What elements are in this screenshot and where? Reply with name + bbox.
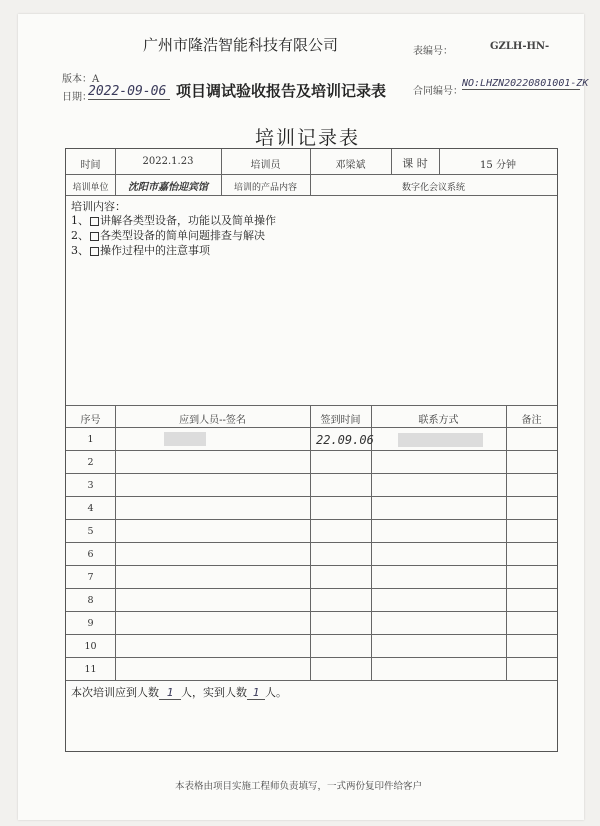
row-number: 10	[84, 641, 97, 652]
expected-count: 1	[159, 686, 181, 700]
col-no-header: 序号	[80, 415, 101, 426]
time-label: 时间	[80, 160, 101, 171]
actual-count: 1	[247, 686, 265, 700]
checkbox-icon	[90, 217, 99, 226]
time-value: 2022.1.23	[142, 156, 194, 167]
footer-note: 本表格由项目实施工程师负责填写，一式两份复印件给客户	[175, 781, 423, 792]
record-title: 培训记录表	[255, 127, 361, 149]
col-note-header: 备注	[521, 415, 542, 426]
date-label: 日期：	[62, 92, 92, 103]
form-number-label: 表编号：	[413, 46, 453, 57]
hours-value: 15 分钟	[480, 160, 516, 171]
row-number: 6	[87, 549, 94, 560]
document-title: 项目调试验收报告及培训记录表	[176, 82, 387, 100]
contract-number-value: NO:LHZN20220801001-ZK	[462, 78, 589, 89]
trainer-label: 培训员	[250, 160, 281, 171]
product-value: 数字化会议系统	[401, 183, 465, 193]
unit-value: 沈阳市嘉怡迎宾馆	[128, 182, 208, 193]
content-item-text: 操作过程中的注意事项	[100, 244, 210, 257]
row-number: 8	[87, 595, 94, 606]
content-item-number: 1、	[71, 214, 89, 227]
row-number: 5	[87, 526, 94, 537]
company-name: 广州市隆浩智能科技有限公司	[143, 36, 339, 54]
col-time-header: 签到时间	[320, 415, 361, 426]
version-label: 版本：A	[62, 74, 100, 85]
redacted-contact	[398, 433, 483, 447]
content-item-number: 3、	[71, 244, 89, 257]
attendance-summary	[71, 684, 287, 700]
product-label: 培训的产品内容	[233, 183, 297, 193]
date-value: 2022-09-06	[88, 84, 170, 100]
row-number: 1	[87, 434, 94, 445]
col-contact-header: 联系方式	[418, 415, 459, 426]
row-number: 2	[87, 457, 94, 468]
form-number-value: GZLH-HN-	[490, 41, 550, 52]
checkbox-icon	[90, 232, 99, 241]
redacted-signature	[164, 432, 206, 446]
summary-suffix: 人。	[265, 686, 287, 699]
training-record-table	[65, 148, 558, 752]
row-number: 3	[87, 480, 94, 491]
content-label: 培训内容：	[71, 200, 126, 213]
content-item-text: 各类型设备的简单问题排查与解决	[100, 229, 265, 242]
row-number: 4	[87, 503, 94, 514]
row-number: 7	[87, 572, 94, 583]
col-sign-header: 应到人员--签名	[179, 415, 246, 426]
content-item	[71, 227, 265, 243]
summary-prefix: 本次培训应到人数	[71, 686, 159, 699]
trainer-value: 邓梁斌	[335, 160, 366, 171]
contract-number-label: 合同编号：	[413, 86, 463, 97]
row-number: 9	[87, 618, 94, 629]
summary-mid: 人，实到人数	[181, 686, 247, 699]
row-number: 11	[84, 664, 97, 675]
content-item	[71, 212, 276, 228]
content-item-text: 讲解各类型设备，功能以及简单操作	[100, 214, 276, 227]
unit-label: 培训单位	[72, 183, 109, 193]
hours-label: 课 时	[402, 157, 428, 170]
content-item	[71, 242, 210, 258]
checkbox-icon	[90, 247, 99, 256]
content-item-number: 2、	[71, 229, 89, 242]
row-1-sign-time: 22.09.06	[316, 433, 374, 447]
